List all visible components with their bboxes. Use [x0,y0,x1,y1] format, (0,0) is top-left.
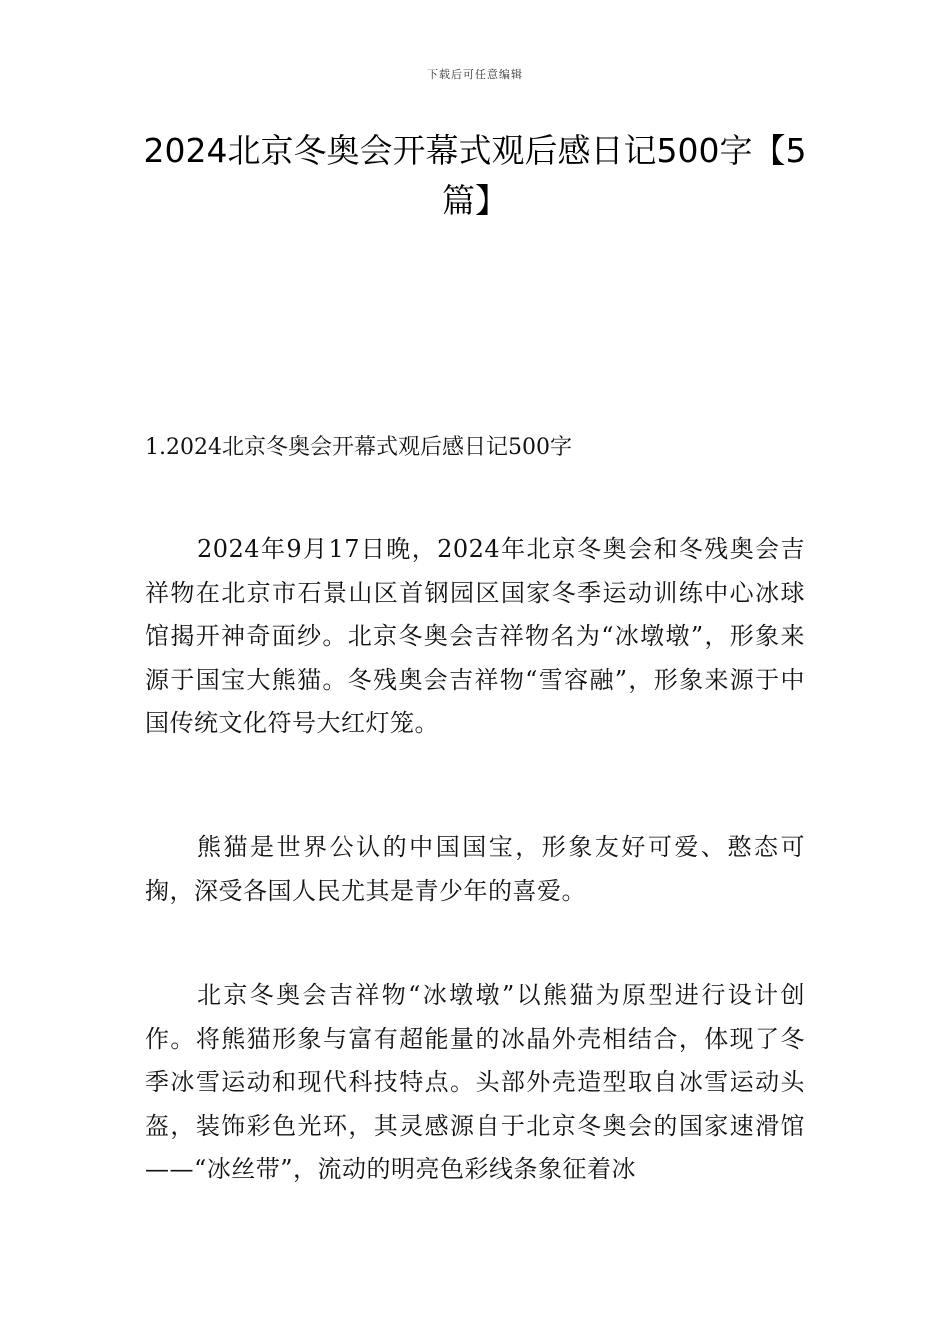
header-note: 下载后可任意编辑 [427,68,523,81]
body-paragraph: 2024年9月17日晚，2024年北京冬奥会和冬残奥会吉祥物在北京市石景山区首钢园区国家冬季运动训练中心冰球馆揭开神奇面纱。北京冬奥会吉祥物名为“冰墩墩”，形象来源于国宝大熊猫。冬残奥会吉祥物“雪容融”，形象来源于中国传统文化符号大红灯笼。 [145,535,805,737]
body-paragraph: 熊猫是世界公认的中国国宝，形象友好可爱、憨态可掬，深受各国人民尤其是青少年的喜爱。 [145,833,805,905]
section-heading: 1.2024北京冬奥会开幕式观后感日记500字 [145,435,572,460]
body-paragraph: 北京冬奥会吉祥物“冰墩墩”以熊猫为原型进行设计创作。将熊猫形象与富有超能量的冰晶外壳相结合，体现了冬季冰雪运动和现代科技特点。头部外壳造型取自冰雪运动头盔，装饰彩色光环，其灵感源自于北京冬奥会的国家速滑馆——“冰丝带”，流动的明亮色彩线条象征着冰 [145,981,805,1183]
document-title: 2024北京冬奥会开幕式观后感日记500字【5篇】 [143,131,807,220]
